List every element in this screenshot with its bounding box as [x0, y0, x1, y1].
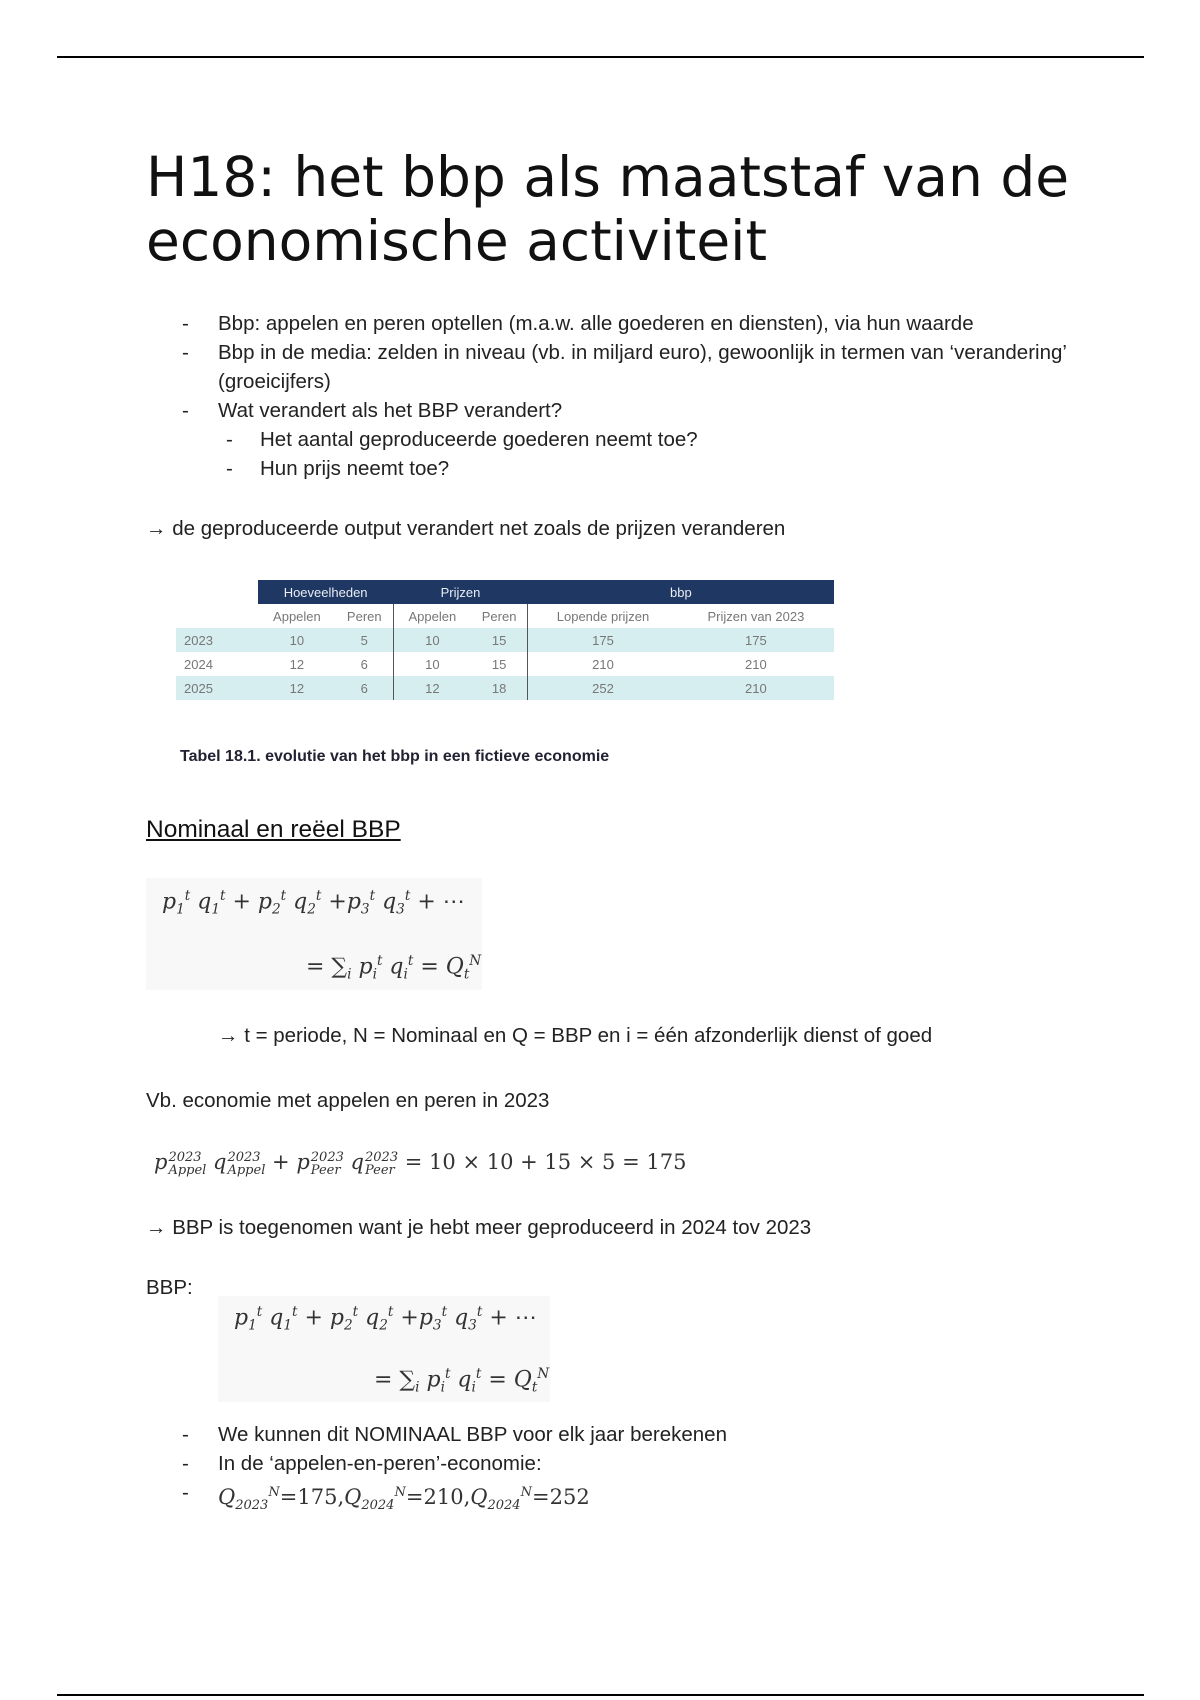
- bottom-list: [146, 1420, 1046, 1520]
- table-row: 2024 12 6 10 15 210 210: [176, 652, 834, 676]
- list-item: - Het aantal geproduceerde goederen neemt toe?: [226, 428, 698, 451]
- formula-example-2023: p 2023 Appel q 2023 Appel + p 2023 Peer q 2023 Peer = 10 × 10 + 15 × 5 = 175: [154, 1149, 687, 1178]
- list-item: - In de ‘appelen-en-peren’-economie:: [182, 1452, 542, 1475]
- bbp-label: BBP:: [146, 1276, 193, 1299]
- nominal-values-line: $Q_{2023}^N=175,Q_{2024}^N=210,Q_{2024}^N=252$: [218, 1485, 590, 1514]
- subheader: Appelen: [393, 604, 471, 628]
- list-item: - We kunnen dit NOMINAAL BBP voor elk jaar berekenen: [182, 1423, 727, 1446]
- list-item: - Bbp: appelen en peren optellen (m.a.w. alle goederen en diensten), via hun waarde: [182, 312, 974, 335]
- subheader: Prijzen van 2023: [678, 604, 834, 628]
- page-title: H18: het bbp als maatstaf van de economische activiteit: [146, 145, 1070, 273]
- subheader: Peren: [471, 604, 528, 628]
- output-arrow-note: → de geproduceerde output verandert net zoals de prijzen veranderen: [146, 517, 786, 540]
- growth-arrow-note: → BBP is toegenomen want je hebt meer geproduceerd in 2024 tov 2023: [146, 1216, 812, 1239]
- list-item: - $Q_{2023}^N=175,Q_{2024}^N=210,Q_{2024}^N=252$: [182, 1481, 590, 1514]
- table-row: 2023 10 5 10 15 175 175: [176, 628, 834, 652]
- table-caption: Tabel 18.1. evolutie van het bbp in een fictieve economie: [180, 748, 610, 765]
- header-hoeveelheden: Hoeveelheden: [258, 580, 393, 604]
- subheader: Appelen: [258, 604, 336, 628]
- bottom-rule: [57, 1694, 1144, 1696]
- list-item: - Wat verandert als het BBP verandert?: [182, 399, 563, 422]
- list-item: - Bbp in de media: zelden in niveau (vb. in miljard euro), gewoonlijk in termen van ‘verandering’ (groeicijfers): [182, 341, 1067, 393]
- section-heading: Nominaal en reëel BBP: [146, 816, 401, 843]
- subheader: Peren: [336, 604, 393, 628]
- definitions-arrow-note: → t = periode, N = Nominaal en Q = BBP en i = één afzonderlijk dienst of goed: [218, 1024, 933, 1047]
- example-result: = 10 × 10 + 15 × 5 = 175: [404, 1150, 687, 1174]
- example-text: Vb. economie met appelen en peren in 2023: [146, 1089, 550, 1112]
- bbp-table: [176, 580, 836, 700]
- table-row: 2025 12 6 12 18 252 210: [176, 676, 834, 700]
- subheader: Lopende prijzen: [528, 604, 678, 628]
- formula-nominal-gdp-repeat: $p_1^t$ $q_1^t + p_2^t$ $q_2^t +p_3^t$ $q_3^t$ + ⋯ = $\sum_i$ $p_i^t$ $q_i^t = Q_t^N$: [218, 1296, 550, 1402]
- formula-nominal-gdp: $p_1^t$ $q_1^t + p_2^t$ $q_2^t +p_3^t$ $q_3^t$ + ⋯ = $\sum_i$ $p_i^t$ $q_i^t = Q_t^N$: [146, 878, 482, 990]
- header-prijzen: Prijzen: [393, 580, 528, 604]
- header-bbp: bbp: [528, 580, 834, 604]
- top-rule: [57, 56, 1144, 58]
- list-item: - Hun prijs neemt toe?: [226, 457, 450, 480]
- intro-list: [146, 309, 1076, 483]
